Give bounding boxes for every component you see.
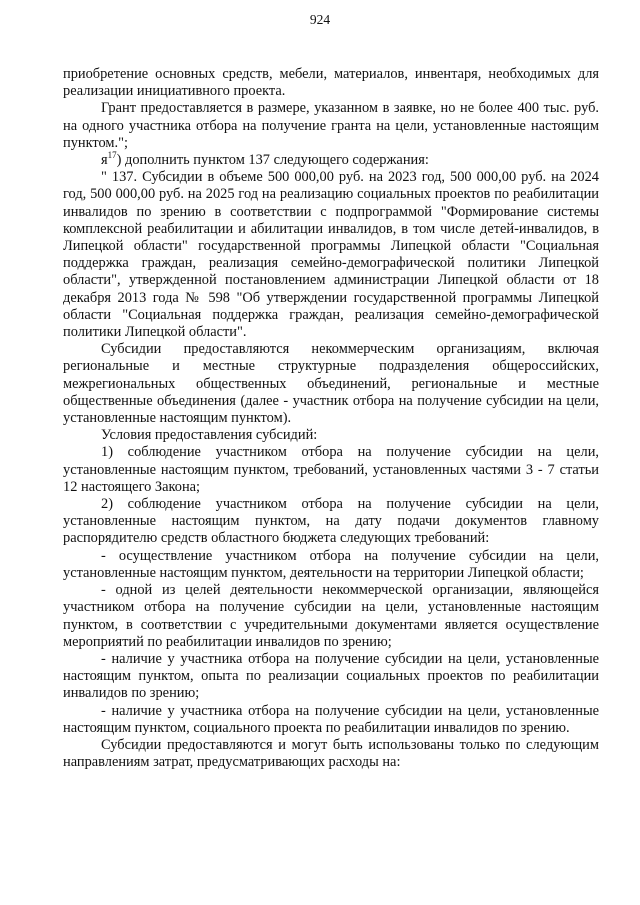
document-body [63,66,599,771]
amendment-text: ) дополнить пунктом 137 следующего содержания: [116,152,429,169]
paragraph-clause-137: " 137. Субсидии в объеме 500 000,00 руб. на 2023 год, 500 000,00 руб. на 2024 год, 500 000,00 руб. на 2025 год на реализацию социальных проектов по реабилитации инвалидов по зрению в соответствии с подпрограммой "Формирование системы комплексной реабилитации и абилитации инвалидов, в том числе детей-инвалидов, в Липецкой области" государственной программы Липецкой области "Социальная поддержка граждан, реализация семейно-демографической политики Липецкой области", утвержденной постановлением администрации Липецкой области от 18 декабря 2013 года № 598 "Об утверждении государственной программы Липецкой области "Социальная поддержка граждан, реализация семейно-демографической политики Липецкой области". [63,169,599,341]
paragraph-grant-amount: Грант предоставляется в размере, указанном в заявке, но не более 400 тыс. руб. на одного участника отбора на получение гранта на цели, установленные настоящим пунктом."; [63,100,599,151]
footnote-marker: 17 [107,150,117,161]
paragraph-condition-2: 2) соблюдение участником отбора на получение субсидии на цели, установленные настоящим пунктом, на дату подачи документов главному распорядителю средств областного бюджета следующих требований: [63,496,599,547]
paragraph-requirement-project: - наличие у участника отбора на получение субсидии на цели, установленные настоящим пунктом, социального проекта по реабилитации инвалидов по зрению. [63,702,599,736]
paragraph-acquisition: приобретение основных средств, мебели, материалов, инвентаря, необходимых для реализации инициативного проекта. [63,66,599,100]
item-letter: я [101,152,108,169]
paragraph-amendment-item [63,152,599,169]
paragraph-requirement-experience: - наличие у участника отбора на получение субсидии на цели, установленные настоящим пунктом, опыта по реализации социальных проектов по реабилитации инвалидов по зрению; [63,650,599,702]
paragraph-expense-directions: Субсидии предоставляются и могут быть использованы только по следующим направлениям затрат, предусматривающих расходы на: [63,736,599,771]
paragraph-requirement-goal: - одной из целей деятельности некоммерческой организации, являющейся участником отбора на получение субсидии на цели, установленные настоящим пунктом, в соответствии с учредительными документами является осуществление мероприятий по реабилитации инвалидов по зрению; [63,582,599,650]
paragraph-recipients: Субсидии предоставляются некоммерческим организациям, включая региональные и местные структурные подразделения общероссийских, межрегиональных общественных объединений, региональные и местные общественные объединения (далее - участник отбора на получение субсидии на цели, установленные настоящим пунктом). [63,341,599,427]
paragraph-condition-1: 1) соблюдение участником отбора на получение субсидии на цели, установленные настоящим пунктом, требований, установленных частями 3 - 7 статьи 12 настоящего Закона; [63,444,599,495]
page-number: 924 [309,12,331,27]
paragraph-conditions-heading: Условия предоставления субсидий: [101,427,318,444]
paragraph-requirement-territory: - осуществление участником отбора на получение субсидии на цели, установленные настоящим пунктом, деятельности на территории Липецкой области; [63,547,599,581]
